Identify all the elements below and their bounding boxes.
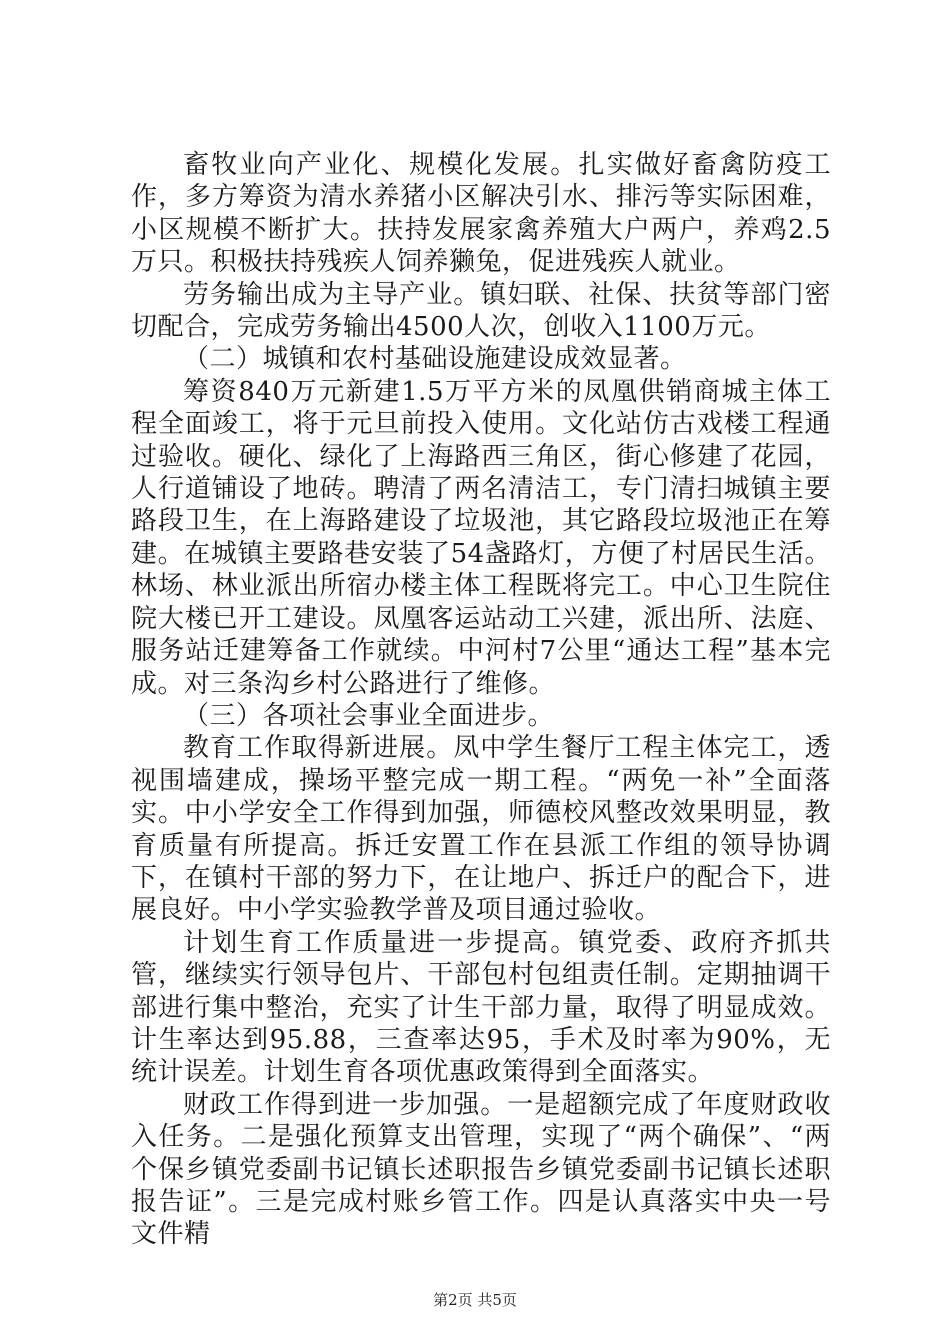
paragraph-infrastructure: 筹资840万元新建1.5万平方米的凤凰供销商城主体工程全面竣工，将于元旦前投入使用。文化站仿古戏楼工程通过验收。硬化、绿化了上海路西三角区，街心修建了花园，人行道铺设了地砖。聘清了两名清洁工，专门清扫城镇主要路段卫生，在上海路建设了垃圾池，其它路段垃圾池正在筹建。在城镇主要路巷安装了54盏路灯，方便了村居民生活。林场、林业派出所宿办楼主体工程既将完工。中心卫生院住院大楼已开工建设。凤凰客运站动工兴建，派出所、法庭、服务站迁建筹备工作就续。中河村7公里“通达工程”基本完成。对三条沟乡村公路进行了维修。 [131,376,831,699]
paragraph-livestock: 畜牧业向产业化、规模化发展。扎实做好畜禽防疫工作，多方筹资为清水养猪小区解决引水、排污等实际困难，小区规模不断扩大。扶持发展家禽养殖大户两户，养鸡2.5万只。积极扶持残疾人饲养獭兔，促进残疾人就业。 [131,150,831,278]
section-heading-social: （三）各项社会事业全面进步。 [183,700,555,731]
section-heading-infrastructure: （二）城镇和农村基础设施建设成效显著。 [183,344,687,375]
page-number-footer: 第2页 共5页 [433,1291,517,1309]
paragraph-family-planning: 计划生育工作质量进一步提高。镇党委、政府齐抓共管，继续实行领导包片、干部包村包组责任制。定期抽调干部进行集中整治，充实了计生干部力量，取得了明显成效。计生率达到95.88，三查率达95，手术及时率为90%，无统计误差。计划生育各项优惠政策得到全面落实。 [131,927,831,1088]
paragraph-labor-export: 劳务输出成为主导产业。镇妇联、社保、扶贫等部门密切配合，完成劳务输出4500人次，创收入1100万元。 [131,279,831,343]
document-body [131,149,831,1251]
paragraph-education: 教育工作取得新进展。凤中学生餐厅工程主体完工，透视围墙建成，操场平整完成一期工程。“两免一补”全面落实。中小学安全工作得到加强，师德校风整改效果明显，教育质量有所提高。拆迁安置工作在县派工作组的领导协调下，在镇村干部的努力下，在让地户、拆迁户的配合下，进展良好。中小学实验教学普及项目通过验收。 [131,733,831,926]
paragraph-finance: 财政工作得到进一步加强。一是超额完成了年度财政收入任务。二是强化预算支出管理，实现了“两个确保”、“两个保乡镇党委副书记镇长述职报告乡镇党委副书记镇长述职报告证”。三是完成村账乡管工作。四是认真落实中央一号文件精 [131,1089,831,1250]
